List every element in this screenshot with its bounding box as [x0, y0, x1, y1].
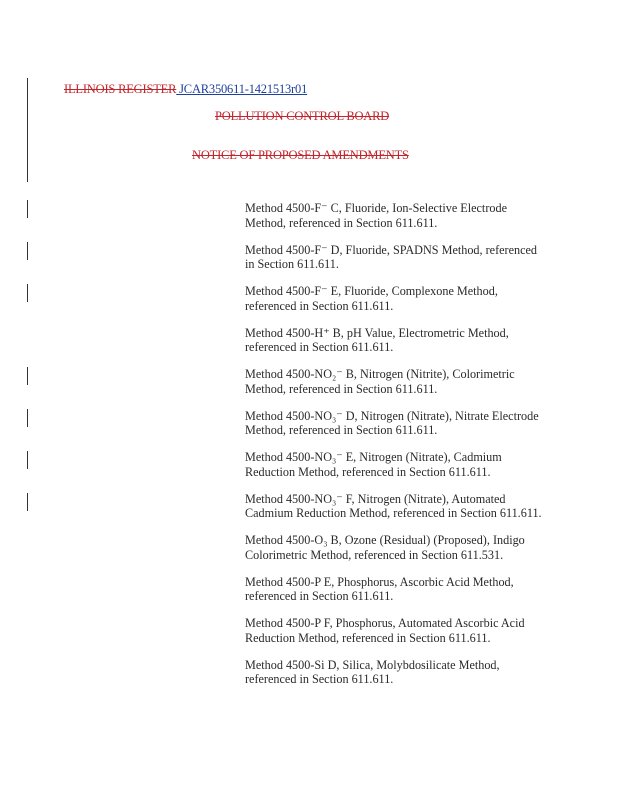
- method-entry: Method 4500-NO₃⁻ D, Nitrogen (Nitrate), Nitrate Electrode Method, referenced in Section 611.611.: [245, 408, 539, 437]
- method-entry: Method 4500-H⁺ B, pH Value, Electrometric Method, referenced in Section 611.611.: [245, 325, 509, 354]
- change-bar: [27, 409, 28, 427]
- method-entry: Method 4500-NO₃⁻ F, Nitrogen (Nitrate), Automated Cadmium Reduction Method, referenced in Section 611.611.: [245, 491, 542, 520]
- method-entry: Method 4500-F⁻ D, Fluoride, SPADNS Method, referenced in Section 611.611.: [245, 242, 538, 271]
- method-list: [245, 201, 545, 699]
- change-bar: [27, 367, 28, 385]
- register-header: [64, 82, 307, 97]
- method-entry: Method 4500-NO₃⁻ E, Nitrogen (Nitrate), Cadmium Reduction Method, referenced in Section 611.611.: [245, 450, 502, 479]
- board-heading: POLLUTION CONTROL BOARD: [215, 109, 390, 123]
- method-entry: Method 4500-F⁻ E, Fluoride, Complexone Method, referenced in Section 611.611.: [245, 284, 498, 313]
- method-entry: Method 4500-Si D, Silica, Molybdosilicate Method, referenced in Section 611.611.: [245, 657, 500, 686]
- register-title-struck: ILLINOIS REGISTER: [64, 82, 177, 96]
- change-bar: [27, 284, 28, 302]
- method-entry: Method 4500-F⁻ C, Fluoride, Ion-Selective Electrode Method, referenced in Section 611.611.: [245, 201, 507, 230]
- change-bar: [27, 451, 28, 469]
- change-bar: [27, 493, 28, 511]
- change-bar: [27, 200, 28, 218]
- register-id-inserted: JCAR350611-1421513r01: [176, 82, 308, 96]
- notice-heading: NOTICE OF PROPOSED AMENDMENTS: [192, 148, 409, 162]
- method-entry: Method 4500-P E, Phosphorus, Ascorbic Acid Method, referenced in Section 611.611.: [245, 574, 514, 603]
- method-entry: Method 4500-NO₂⁻ B, Nitrogen (Nitrite), Colorimetric Method, referenced in Section 611.611.: [245, 367, 515, 396]
- change-bar: [27, 242, 28, 260]
- method-entry: Method 4500-O₃ B, Ozone (Residual) (Proposed), Indigo Colorimetric Method, referenced in Section 611.531.: [245, 533, 525, 562]
- change-bar: [27, 78, 28, 182]
- method-entry: Method 4500-P F, Phosphorus, Automated Ascorbic Acid Reduction Method, referenced in Section 611.611.: [245, 616, 525, 645]
